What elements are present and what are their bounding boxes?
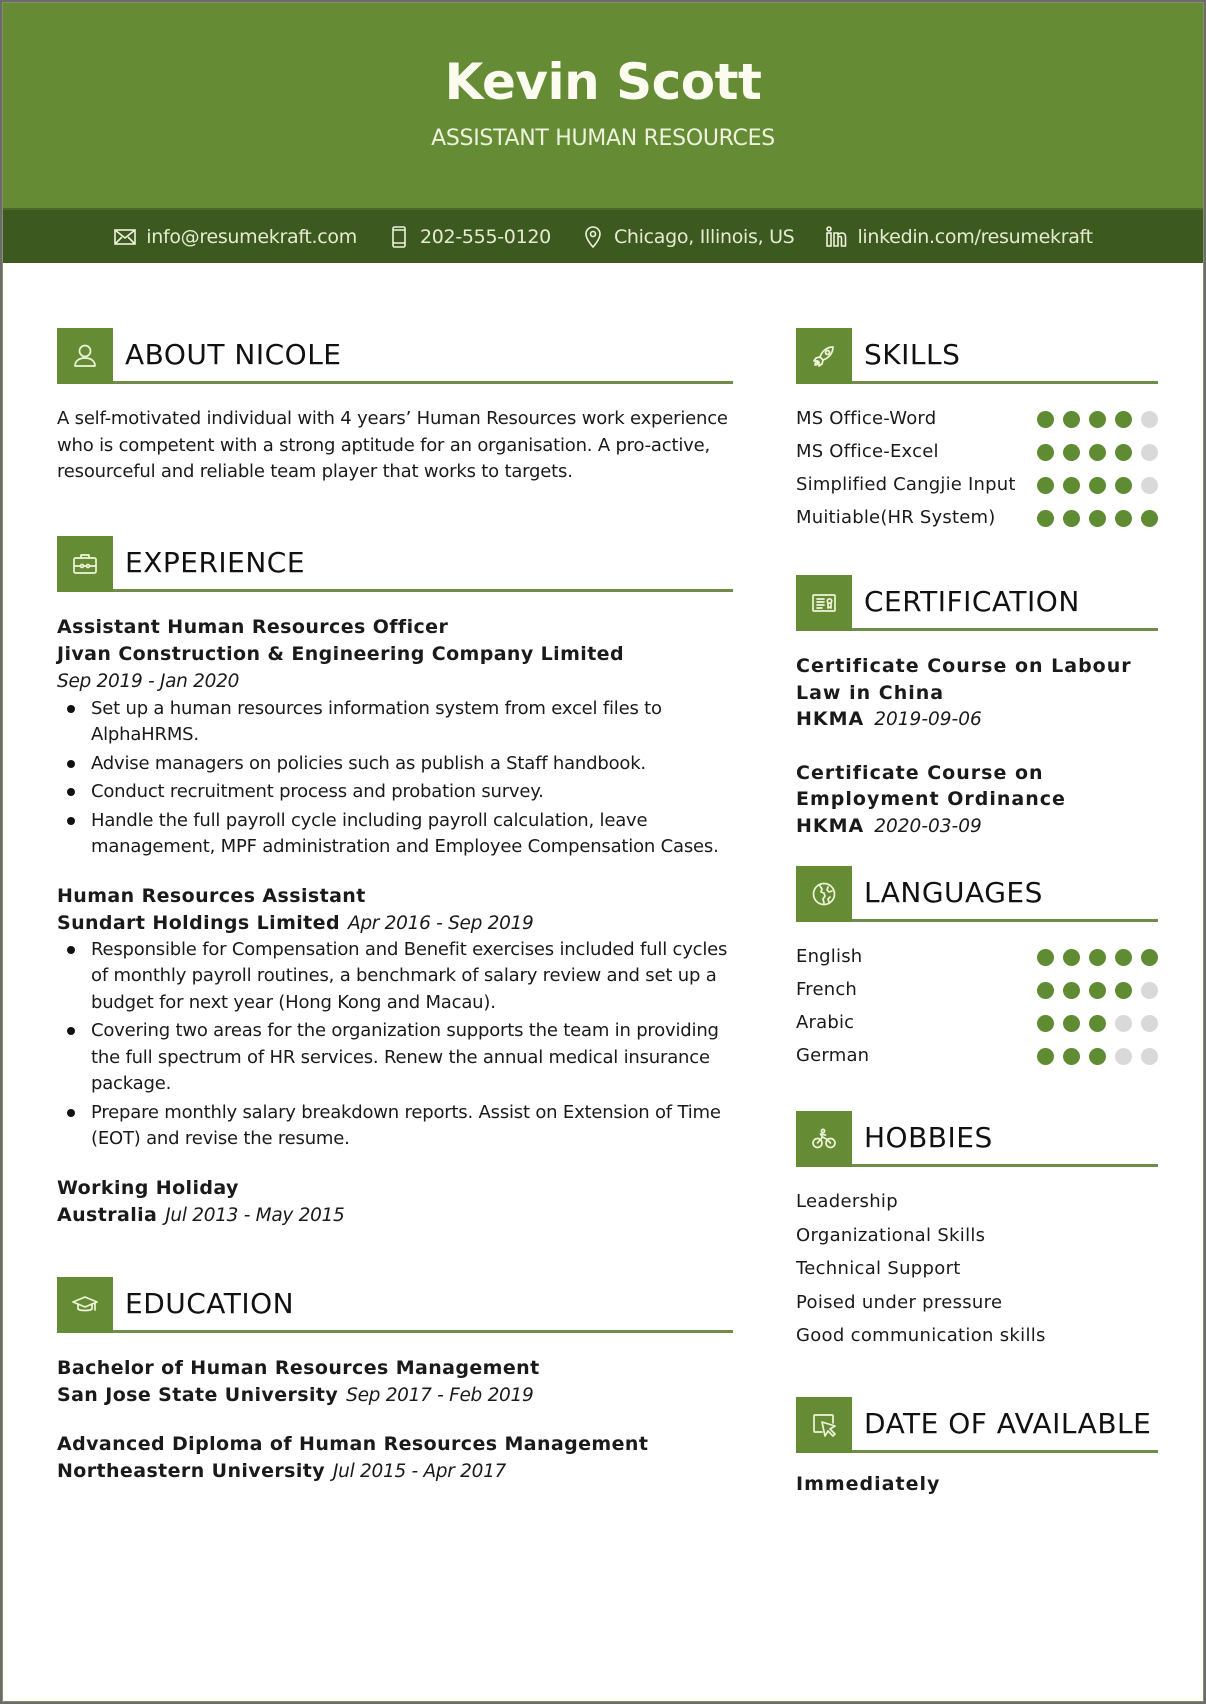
- job-role: Assistant Human Resources Officer: [57, 615, 449, 638]
- job-bullet: Prepare monthly salary breakdown reports. Assist on Extension of Time (EOT) and revise the resume.: [57, 1100, 733, 1153]
- user-icon: [70, 341, 100, 371]
- rating-row: [796, 1043, 1158, 1069]
- rating-label: MS Office-Word: [796, 408, 937, 429]
- section-title: SKILLS: [864, 338, 961, 371]
- candidate-name: Kevin Scott: [444, 53, 762, 111]
- rating-dot-filled-icon: [1063, 510, 1080, 527]
- experience-section: [57, 536, 733, 1229]
- rating-dot-filled-icon: [1063, 411, 1080, 428]
- degree: Advanced Diploma of Human Resources Management: [57, 1432, 649, 1455]
- rating-dot-filled-icon: [1115, 444, 1132, 461]
- section-header: [796, 328, 1158, 384]
- rating-dots: [1037, 1043, 1158, 1065]
- job-bullet: Conduct recruitment process and probation survey.: [57, 779, 733, 806]
- rating-dot-empty-icon: [1141, 477, 1158, 494]
- certification-section: [796, 575, 1158, 840]
- section-title: CERTIFICATION: [864, 585, 1080, 618]
- rating-dot-filled-icon: [1089, 444, 1106, 461]
- cert-name: Certificate Course on Labour Law in China: [796, 655, 1132, 704]
- section-divider: [113, 589, 733, 592]
- globe-icon: [809, 879, 839, 909]
- job-date: Sep 2019 - Jan 2020: [57, 670, 240, 692]
- degree: Bachelor of Human Resources Management: [57, 1356, 540, 1379]
- rating-dots: [1037, 505, 1158, 527]
- rating-dots: [1037, 977, 1158, 999]
- rating-row: [796, 944, 1158, 970]
- job-bullet: Advise managers on policies such as publish a Staff handbook.: [57, 751, 733, 778]
- section-title: EDUCATION: [125, 1286, 295, 1320]
- phone-text: 202-555-0120: [419, 225, 551, 248]
- rating-label: German: [796, 1045, 870, 1066]
- rating-dot-filled-icon: [1089, 477, 1106, 494]
- rating-dot-filled-icon: [1115, 477, 1132, 494]
- section-header: [57, 328, 733, 384]
- rating-dot-filled-icon: [1115, 982, 1132, 999]
- candidate-title: ASSISTANT HUMAN RESOURCES: [431, 126, 775, 151]
- phone-icon: [387, 225, 411, 249]
- rating-dot-filled-icon: [1063, 444, 1080, 461]
- rating-row: [796, 505, 1158, 531]
- rating-dot-filled-icon: [1037, 982, 1054, 999]
- contact-phone[interactable]: [387, 225, 551, 249]
- section-title: EXPERIENCE: [125, 545, 306, 579]
- rating-dot-filled-icon: [1089, 1015, 1106, 1032]
- certification-entry: [796, 653, 1158, 734]
- cert-org: HKMA: [796, 708, 865, 730]
- linkedin-icon: [824, 225, 848, 249]
- job-org: Australia: [57, 1203, 158, 1226]
- email-text: info@resumekraft.com: [146, 225, 357, 248]
- rating-label: French: [796, 979, 858, 1000]
- education-entry: [57, 1431, 733, 1485]
- about-text: A self-motivated individual with 4 years’ Human Resources work experience who is competent with a strong aptitude for an organisation. A pro-active, resourceful and reliable team player that works to targets.: [57, 408, 728, 482]
- job-bullet: Set up a human resources information system from excel files to AlphaHRMS.: [57, 696, 733, 749]
- rating-dot-empty-icon: [1141, 1048, 1158, 1065]
- rating-dot-filled-icon: [1115, 510, 1132, 527]
- rating-dots: [1037, 439, 1158, 461]
- section-icon-box: [796, 1397, 852, 1453]
- job-org-line: [57, 1202, 733, 1229]
- section-title: HOBBIES: [864, 1121, 993, 1154]
- availability-value: Immediately: [796, 1472, 941, 1495]
- rating-dot-filled-icon: [1037, 477, 1054, 494]
- rating-dot-filled-icon: [1089, 949, 1106, 966]
- rating-dot-filled-icon: [1037, 949, 1054, 966]
- section-header: [57, 536, 733, 592]
- rating-dot-empty-icon: [1141, 411, 1158, 428]
- section-icon-box: [57, 536, 113, 592]
- rating-label: MS Office-Excel: [796, 441, 939, 462]
- rating-dot-filled-icon: [1063, 982, 1080, 999]
- rating-row: [796, 1010, 1158, 1036]
- section-divider: [852, 1164, 1158, 1167]
- rating-dot-filled-icon: [1089, 510, 1106, 527]
- rating-dot-filled-icon: [1089, 411, 1106, 428]
- hobby-item: Good communication skills: [796, 1325, 1046, 1346]
- cert-org-line: [796, 706, 1158, 734]
- cert-date: 2019-09-06: [874, 709, 982, 730]
- section-icon-box: [57, 328, 113, 384]
- rating-label: Simplified Cangjie Input: [796, 474, 1016, 495]
- job-org: Jivan Construction & Engineering Company Limited: [57, 642, 624, 665]
- map-pin-icon: [581, 225, 605, 249]
- school: San Jose State University: [57, 1383, 339, 1406]
- resume-page: [2, 2, 1204, 1702]
- briefcase-icon: [70, 549, 100, 579]
- rating-dot-empty-icon: [1115, 1015, 1132, 1032]
- section-header: [57, 1277, 733, 1333]
- cert-name: Certificate Course on Employment Ordinance: [796, 761, 1066, 810]
- section-divider: [113, 1330, 733, 1333]
- rating-dot-filled-icon: [1115, 411, 1132, 428]
- about-section: [57, 328, 733, 486]
- rating-row: [796, 439, 1158, 465]
- school: Northeastern University: [57, 1459, 326, 1482]
- rating-dot-filled-icon: [1037, 411, 1054, 428]
- rating-dot-filled-icon: [1141, 949, 1158, 966]
- contact-bar: [3, 208, 1203, 263]
- section-divider: [852, 628, 1158, 631]
- rating-dot-empty-icon: [1141, 444, 1158, 461]
- availability-section: [796, 1397, 1158, 1495]
- rating-row: [796, 977, 1158, 1003]
- rating-dot-filled-icon: [1037, 444, 1054, 461]
- skills-list: [796, 406, 1158, 531]
- section-icon-box: [796, 1111, 852, 1167]
- rating-dot-filled-icon: [1037, 1048, 1054, 1065]
- left-column: [57, 328, 733, 1507]
- envelope-icon: [113, 225, 137, 249]
- section-title: ABOUT NICOLE: [125, 338, 342, 371]
- rating-dot-filled-icon: [1141, 510, 1158, 527]
- rating-dot-filled-icon: [1063, 949, 1080, 966]
- job-org-line: [57, 910, 733, 937]
- rating-row: [796, 472, 1158, 498]
- section-divider: [852, 381, 1158, 384]
- rocket-icon: [809, 341, 839, 371]
- job-bullet: Covering two areas for the organization supports the team in providing the full spectrum of HR services. Renew the annual medical insurance package.: [57, 1018, 733, 1098]
- job-date: Apr 2016 - Sep 2019: [347, 912, 534, 934]
- right-column: [796, 328, 1158, 1495]
- rating-dot-empty-icon: [1141, 1015, 1158, 1032]
- rating-dots: [1037, 406, 1158, 428]
- cursor-click-icon: [809, 1410, 839, 1440]
- hobby-item: Organizational Skills: [796, 1224, 986, 1246]
- rating-dot-empty-icon: [1115, 1048, 1132, 1065]
- cert-org: HKMA: [796, 814, 865, 837]
- rating-dot-filled-icon: [1037, 510, 1054, 527]
- section-icon-box: [796, 328, 852, 384]
- school-line: [57, 1458, 733, 1485]
- rating-dot-empty-icon: [1141, 982, 1158, 999]
- edu-date: Jul 2015 - Apr 2017: [333, 1460, 507, 1482]
- rating-dot-filled-icon: [1115, 949, 1132, 966]
- location-text: Chicago, Illinois, US: [613, 225, 795, 248]
- section-header: [796, 1111, 1158, 1167]
- rating-label: Muitiable(HR System): [796, 507, 996, 528]
- contact-location: [581, 225, 794, 249]
- section-header: [796, 866, 1158, 922]
- rating-dots: [1037, 472, 1158, 494]
- rating-label: Arabic: [796, 1012, 855, 1033]
- job-bullet: Responsible for Compensation and Benefit exercises included full cycles of monthly payroll routines, a benchmark of salary review and set up a budget for next year (Hong Kong and Macau).: [57, 937, 733, 1017]
- rating-dot-filled-icon: [1063, 1048, 1080, 1065]
- education-section: [57, 1277, 733, 1485]
- rating-dots: [1037, 1010, 1158, 1032]
- graduation-cap-icon: [70, 1290, 100, 1320]
- cert-date: 2020-03-09: [874, 815, 982, 837]
- school-line: [57, 1382, 733, 1409]
- rating-row: [796, 406, 1158, 432]
- section-header: [796, 575, 1158, 631]
- rating-dot-filled-icon: [1063, 477, 1080, 494]
- rating-dot-filled-icon: [1089, 1048, 1106, 1065]
- job-bullets: [57, 937, 733, 1153]
- cert-org-line: [796, 813, 1158, 841]
- edu-date: Sep 2017 - Feb 2019: [346, 1384, 534, 1406]
- job-entry: [57, 1175, 733, 1229]
- section-divider: [852, 919, 1158, 922]
- section-header: [796, 1397, 1158, 1453]
- rating-dot-filled-icon: [1089, 982, 1106, 999]
- job-role: Human Resources Assistant: [57, 884, 366, 907]
- job-entry: [57, 614, 733, 861]
- hobby-item: Technical Support: [796, 1258, 961, 1279]
- hobbies-section: [796, 1111, 1158, 1353]
- job-bullet: Handle the full payroll cycle including payroll calculation, leave management, MPF administration and Employee Compensation Cases.: [57, 808, 733, 861]
- hobby-item: Leadership: [796, 1191, 898, 1212]
- languages-section: [796, 866, 1158, 1069]
- rating-label: English: [796, 946, 863, 967]
- hobby-item: Poised under pressure: [796, 1291, 1003, 1313]
- job-date: Jul 2013 - May 2015: [165, 1204, 345, 1226]
- section-icon-box: [796, 866, 852, 922]
- section-icon-box: [57, 1277, 113, 1333]
- section-icon-box: [796, 575, 852, 631]
- bicycle-icon: [809, 1124, 839, 1154]
- certificate-icon: [809, 588, 839, 618]
- rating-dots: [1037, 944, 1158, 966]
- languages-list: [796, 944, 1158, 1069]
- section-divider: [113, 381, 733, 384]
- resume-header: [3, 3, 1203, 208]
- job-org: Sundart Holdings Limited: [57, 911, 340, 934]
- linkedin-text: linkedin.com/resumekraft: [857, 225, 1093, 248]
- rating-dot-filled-icon: [1037, 1015, 1054, 1032]
- education-entry: [57, 1355, 733, 1409]
- certification-entry: [796, 760, 1158, 841]
- job-bullets: [57, 696, 733, 861]
- contact-linkedin[interactable]: [824, 225, 1092, 249]
- contact-email[interactable]: [113, 225, 357, 249]
- skills-section: [796, 328, 1158, 531]
- section-divider: [852, 1450, 1158, 1453]
- section-title: DATE OF AVAILABLE: [864, 1406, 1152, 1440]
- section-title: LANGUAGES: [864, 876, 1043, 909]
- rating-dot-filled-icon: [1063, 1015, 1080, 1032]
- job-role: Working Holiday: [57, 1176, 239, 1199]
- job-entry: [57, 883, 733, 1153]
